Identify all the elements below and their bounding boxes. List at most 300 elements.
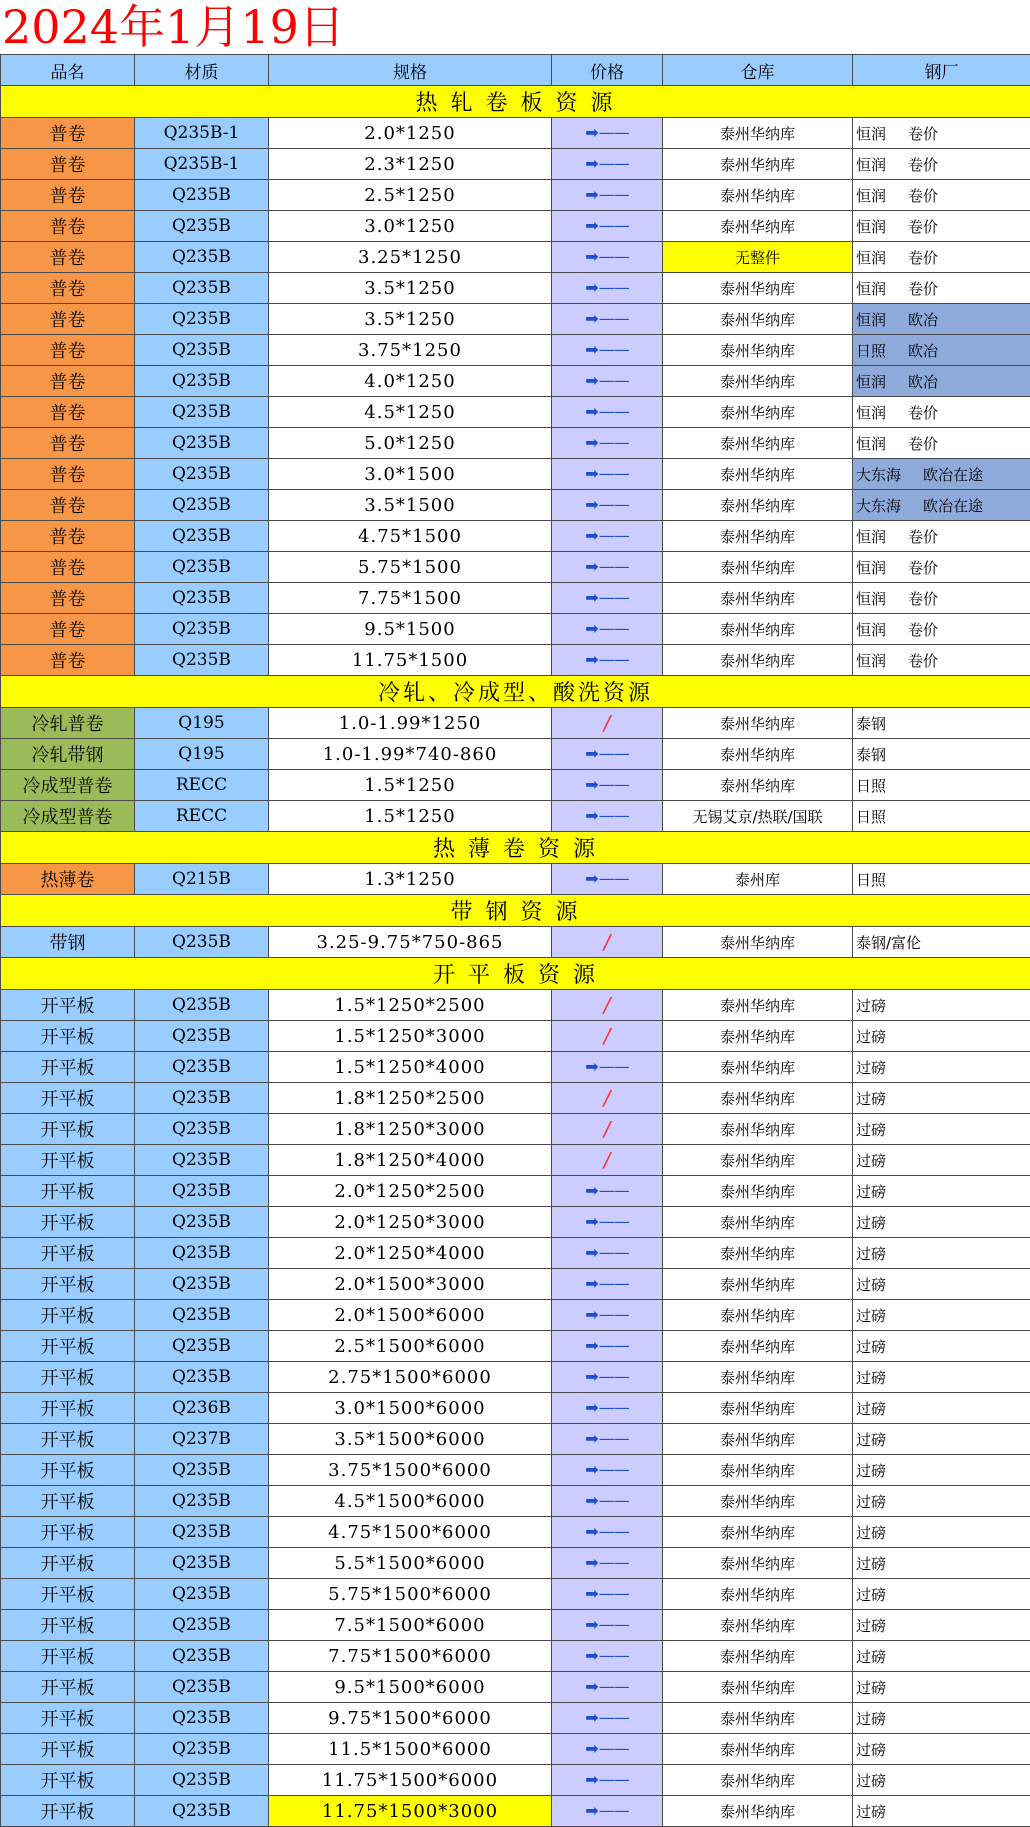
price-cell: [552, 1579, 663, 1610]
steel-mill-cell: [853, 180, 1030, 211]
table-row: [1, 990, 1030, 1021]
spec-cell: 3.75*1250: [269, 335, 552, 366]
product-name-cell: 开平板: [1, 1796, 135, 1827]
table-row: [1, 521, 1030, 552]
slash-icon: /: [604, 1024, 611, 1048]
warehouse-cell: 泰州华纳库: [663, 149, 853, 180]
dash-icon: ——: [599, 1677, 629, 1696]
mill-name: 过磅: [856, 1059, 886, 1077]
section-title: 热 轧 卷 板 资 源: [1, 86, 1030, 118]
steel-mill-cell: [853, 335, 1030, 366]
material-cell: Q235B: [135, 1734, 269, 1765]
right-arrow-icon: ➡: [585, 1181, 598, 1200]
spec-cell: 9.5*1500*6000: [269, 1672, 552, 1703]
table-row: [1, 1579, 1030, 1610]
table-row: [1, 1517, 1030, 1548]
steel-mill-cell: [853, 1424, 1030, 1455]
price-cell: [552, 304, 663, 335]
price-cell: [552, 242, 663, 273]
material-cell: Q235B: [135, 1486, 269, 1517]
right-arrow-icon: ➡: [585, 495, 598, 514]
price-cell: [552, 366, 663, 397]
spec-cell: 7.75*1500*6000: [269, 1641, 552, 1672]
table-row: [1, 927, 1030, 958]
steel-mill-cell: [853, 1455, 1030, 1486]
section-header-row: [1, 86, 1030, 118]
header-warehouse: 仓库: [663, 55, 853, 86]
price-cell: [552, 614, 663, 645]
dash-icon: ——: [599, 1801, 629, 1820]
material-cell: Q235B: [135, 242, 269, 273]
spec-cell: 7.5*1500*6000: [269, 1610, 552, 1641]
steel-mill-cell: [853, 149, 1030, 180]
product-name-cell: 开平板: [1, 1486, 135, 1517]
steel-mill-cell: [853, 1331, 1030, 1362]
right-arrow-icon: ➡: [585, 775, 598, 794]
dash-icon: ——: [599, 1398, 629, 1417]
slash-icon: /: [604, 1148, 611, 1172]
warehouse-cell: 泰州华纳库: [663, 1176, 853, 1207]
warehouse-cell: 泰州华纳库: [663, 335, 853, 366]
price-cell: [552, 1641, 663, 1672]
warehouse-cell: 泰州华纳库: [663, 1424, 853, 1455]
steel-mill-cell: [853, 1610, 1030, 1641]
spec-cell: 4.0*1250: [269, 366, 552, 397]
product-name-cell: 普卷: [1, 304, 135, 335]
warehouse-cell: 泰州华纳库: [663, 1300, 853, 1331]
material-cell: Q215B: [135, 864, 269, 895]
product-name-cell: 开平板: [1, 1579, 135, 1610]
warehouse-cell: 泰州华纳库: [663, 552, 853, 583]
dash-icon: ——: [599, 464, 629, 483]
table-body: [1, 55, 1030, 1827]
steel-mill-cell: [853, 708, 1030, 739]
mill-price-type: 欧冶: [908, 371, 938, 392]
product-name-cell: 开平板: [1, 1703, 135, 1734]
slash-icon: /: [604, 1086, 611, 1110]
mill-price-type: 卷价: [908, 278, 938, 299]
material-cell: Q235B-1: [135, 149, 269, 180]
mill-name: 恒润: [856, 528, 886, 546]
material-cell: Q235B: [135, 366, 269, 397]
material-cell: Q235B: [135, 1052, 269, 1083]
mill-name: 大东海: [856, 466, 901, 484]
warehouse-cell: 泰州华纳库: [663, 180, 853, 211]
steel-mill-cell: [853, 490, 1030, 521]
dash-icon: ——: [599, 1305, 629, 1324]
section-title: 冷轧、冷成型、酸洗资源: [1, 676, 1030, 708]
price-cell: [552, 1424, 663, 1455]
price-cell: [552, 459, 663, 490]
mill-name: 过磅: [856, 1555, 886, 1573]
spec-cell: 4.75*1500*6000: [269, 1517, 552, 1548]
mill-name: 恒润: [856, 652, 886, 670]
material-cell: Q235B: [135, 1300, 269, 1331]
mill-name: 过磅: [856, 997, 886, 1015]
table-row: [1, 180, 1030, 211]
product-name-cell: 开平板: [1, 1176, 135, 1207]
mill-name: 过磅: [856, 1183, 886, 1201]
warehouse-cell: 泰州华纳库: [663, 1641, 853, 1672]
mill-name: 恒润: [856, 435, 886, 453]
material-cell: Q237B: [135, 1424, 269, 1455]
spec-cell: 1.5*1250*2500: [269, 990, 552, 1021]
dash-icon: ——: [599, 371, 629, 390]
material-cell: Q235B: [135, 397, 269, 428]
spec-cell: 2.0*1250*4000: [269, 1238, 552, 1269]
spec-cell: 2.3*1250: [269, 149, 552, 180]
dash-icon: ——: [599, 278, 629, 297]
mill-name: 恒润: [856, 559, 886, 577]
table-row: [1, 739, 1030, 770]
spec-cell: 3.5*1250: [269, 273, 552, 304]
warehouse-cell: 泰州华纳库: [663, 211, 853, 242]
steel-mill-cell: [853, 552, 1030, 583]
product-name-cell: 开平板: [1, 1455, 135, 1486]
price-cell: [552, 1796, 663, 1827]
material-cell: Q236B: [135, 1393, 269, 1424]
mill-price-type: 卷价: [908, 123, 938, 144]
mill-name: 日照: [856, 777, 886, 795]
steel-mill-cell: [853, 1238, 1030, 1269]
table-row: [1, 1610, 1030, 1641]
table-row: [1, 1486, 1030, 1517]
right-arrow-icon: ➡: [585, 1243, 598, 1262]
table-row: [1, 1765, 1030, 1796]
spec-cell: 3.5*1500: [269, 490, 552, 521]
table-row: [1, 770, 1030, 801]
warehouse-cell: 泰州华纳库: [663, 397, 853, 428]
table-row: [1, 864, 1030, 895]
warehouse-cell: 泰州华纳库: [663, 1796, 853, 1827]
warehouse-cell: 泰州华纳库: [663, 1672, 853, 1703]
price-cell: [552, 1114, 663, 1145]
spec-cell: 11.75*1500*3000: [269, 1796, 552, 1827]
material-cell: Q235B: [135, 1238, 269, 1269]
price-cell: [552, 397, 663, 428]
material-cell: Q235B: [135, 428, 269, 459]
material-cell: Q235B: [135, 1362, 269, 1393]
product-name-cell: 开平板: [1, 1145, 135, 1176]
steel-mill-cell: [853, 1145, 1030, 1176]
dash-icon: ——: [599, 526, 629, 545]
product-name-cell: 普卷: [1, 521, 135, 552]
material-cell: Q235B: [135, 1579, 269, 1610]
header-price: 价格: [552, 55, 663, 86]
material-cell: Q235B: [135, 1331, 269, 1362]
steel-mill-cell: [853, 1548, 1030, 1579]
table-row: [1, 1176, 1030, 1207]
warehouse-cell: 泰州华纳库: [663, 1703, 853, 1734]
mill-name: 大东海: [856, 497, 901, 515]
dash-icon: ——: [599, 1522, 629, 1541]
steel-mill-cell: [853, 118, 1030, 149]
dash-icon: ——: [599, 309, 629, 328]
price-cell: [552, 211, 663, 242]
warehouse-cell: 泰州华纳库: [663, 1455, 853, 1486]
steel-mill-cell: [853, 397, 1030, 428]
dash-icon: ——: [599, 557, 629, 576]
material-cell: Q235B: [135, 645, 269, 676]
header-row: [1, 55, 1030, 86]
right-arrow-icon: ➡: [585, 371, 598, 390]
mill-name: 恒润: [856, 621, 886, 639]
spec-cell: 2.5*1500*6000: [269, 1331, 552, 1362]
product-name-cell: 热薄卷: [1, 864, 135, 895]
steel-mill-cell: [853, 1796, 1030, 1827]
warehouse-cell: 泰州华纳库: [663, 428, 853, 459]
right-arrow-icon: ➡: [585, 1305, 598, 1324]
dash-icon: ——: [599, 1274, 629, 1293]
steel-mill-cell: [853, 366, 1030, 397]
mill-name: 过磅: [856, 1741, 886, 1759]
section-title: 带 钢 资 源: [1, 895, 1030, 927]
material-cell: Q235B: [135, 521, 269, 552]
right-arrow-icon: ➡: [585, 1274, 598, 1293]
mill-price-type: 欧冶在途: [923, 464, 983, 485]
dash-icon: ——: [599, 806, 629, 825]
table-row: [1, 1083, 1030, 1114]
product-name-cell: 开平板: [1, 1734, 135, 1765]
material-cell: Q235B-1: [135, 118, 269, 149]
mill-price-type: 卷价: [908, 526, 938, 547]
slash-icon: /: [604, 711, 611, 735]
mill-name: 过磅: [856, 1803, 886, 1821]
dash-icon: ——: [599, 1584, 629, 1603]
mill-price-type: 卷价: [908, 216, 938, 237]
spec-cell: 3.25*1250: [269, 242, 552, 273]
right-arrow-icon: ➡: [585, 464, 598, 483]
mill-name: 泰钢: [856, 746, 886, 764]
price-cell: [552, 180, 663, 211]
warehouse-cell: 泰州华纳库: [663, 1765, 853, 1796]
steel-mill-cell: [853, 1641, 1030, 1672]
mill-name: 过磅: [856, 1028, 886, 1046]
price-cell: [552, 1703, 663, 1734]
product-name-cell: 开平板: [1, 1362, 135, 1393]
warehouse-cell: 泰州华纳库: [663, 1610, 853, 1641]
right-arrow-icon: ➡: [585, 526, 598, 545]
mill-price-type: 卷价: [908, 557, 938, 578]
price-cell: [552, 1765, 663, 1796]
product-name-cell: 开平板: [1, 1610, 135, 1641]
material-cell: Q235B: [135, 1176, 269, 1207]
steel-mill-cell: [853, 1672, 1030, 1703]
table-row: [1, 397, 1030, 428]
right-arrow-icon: ➡: [585, 1491, 598, 1510]
warehouse-cell: 泰州华纳库: [663, 990, 853, 1021]
product-name-cell: 冷轧普卷: [1, 708, 135, 739]
product-name-cell: 普卷: [1, 211, 135, 242]
mill-name: 过磅: [856, 1493, 886, 1511]
spec-cell: 1.3*1250: [269, 864, 552, 895]
material-cell: Q195: [135, 708, 269, 739]
steel-mill-cell: [853, 211, 1030, 242]
mill-name: 过磅: [856, 1679, 886, 1697]
header-specification: 规格: [269, 55, 552, 86]
mill-name: 过磅: [856, 1307, 886, 1325]
spec-cell: 1.0-1.99*1250: [269, 708, 552, 739]
steel-mill-cell: [853, 770, 1030, 801]
dash-icon: ——: [599, 433, 629, 452]
material-cell: Q235B: [135, 990, 269, 1021]
product-name-cell: 开平板: [1, 1021, 135, 1052]
table-row: [1, 1393, 1030, 1424]
mill-price-type: 卷价: [908, 247, 938, 268]
steel-mill-cell: [853, 1052, 1030, 1083]
product-name-cell: 开平板: [1, 1207, 135, 1238]
material-cell: Q235B: [135, 1269, 269, 1300]
right-arrow-icon: ➡: [585, 1677, 598, 1696]
price-cell: [552, 1455, 663, 1486]
mill-name: 过磅: [856, 1245, 886, 1263]
spec-cell: 2.0*1500*3000: [269, 1269, 552, 1300]
product-name-cell: 普卷: [1, 242, 135, 273]
material-cell: Q235B: [135, 1703, 269, 1734]
page-title: 2024年1月19日: [2, 0, 345, 54]
spec-cell: 1.8*1250*2500: [269, 1083, 552, 1114]
dash-icon: ——: [599, 1646, 629, 1665]
right-arrow-icon: ➡: [585, 1336, 598, 1355]
steel-mill-cell: [853, 1765, 1030, 1796]
price-cell: [552, 1486, 663, 1517]
material-cell: Q235B: [135, 459, 269, 490]
right-arrow-icon: ➡: [585, 806, 598, 825]
spec-cell: 7.75*1500: [269, 583, 552, 614]
material-cell: Q195: [135, 739, 269, 770]
dash-icon: ——: [599, 1708, 629, 1727]
material-cell: Q235B: [135, 1114, 269, 1145]
mill-price-type: 卷价: [908, 433, 938, 454]
table-row: [1, 366, 1030, 397]
dash-icon: ——: [599, 869, 629, 888]
product-name-cell: 普卷: [1, 490, 135, 521]
table-row: [1, 304, 1030, 335]
material-cell: Q235B: [135, 1021, 269, 1052]
dash-icon: ——: [599, 650, 629, 669]
section-header-row: [1, 832, 1030, 864]
mill-name: 恒润: [856, 311, 886, 329]
price-cell: [552, 583, 663, 614]
table-row: [1, 583, 1030, 614]
section-header-row: [1, 958, 1030, 990]
price-cell: [552, 1672, 663, 1703]
steel-mill-cell: [853, 990, 1030, 1021]
material-cell: RECC: [135, 770, 269, 801]
material-cell: Q235B: [135, 335, 269, 366]
warehouse-cell: 泰州华纳库: [663, 770, 853, 801]
steel-mill-cell: [853, 428, 1030, 459]
right-arrow-icon: ➡: [585, 1367, 598, 1386]
spec-cell: 1.8*1250*4000: [269, 1145, 552, 1176]
product-name-cell: 普卷: [1, 180, 135, 211]
warehouse-cell: 泰州华纳库: [663, 1207, 853, 1238]
warehouse-cell: 泰州华纳库: [663, 1579, 853, 1610]
warehouse-cell: 泰州华纳库: [663, 1548, 853, 1579]
product-name-cell: 冷成型普卷: [1, 770, 135, 801]
warehouse-cell: 泰州华纳库: [663, 645, 853, 676]
product-name-cell: 普卷: [1, 366, 135, 397]
table-row: [1, 1455, 1030, 1486]
table-row: [1, 459, 1030, 490]
spec-cell: 4.75*1500: [269, 521, 552, 552]
warehouse-cell: 泰州华纳库: [663, 739, 853, 770]
spec-cell: 5.75*1500: [269, 552, 552, 583]
section-title: 开 平 板 资 源: [1, 958, 1030, 990]
material-cell: Q235B: [135, 1610, 269, 1641]
warehouse-cell: 泰州华纳库: [663, 708, 853, 739]
table-row: [1, 1734, 1030, 1765]
spec-cell: 2.0*1250*3000: [269, 1207, 552, 1238]
right-arrow-icon: ➡: [585, 1057, 598, 1076]
warehouse-cell: 泰州华纳库: [663, 1145, 853, 1176]
dash-icon: ——: [599, 1553, 629, 1572]
spec-cell: 11.75*1500: [269, 645, 552, 676]
table-row: [1, 1114, 1030, 1145]
dash-icon: ——: [599, 1181, 629, 1200]
right-arrow-icon: ➡: [585, 309, 598, 328]
mill-name: 过磅: [856, 1121, 886, 1139]
warehouse-cell: 泰州华纳库: [663, 273, 853, 304]
table-row: [1, 1238, 1030, 1269]
spec-cell: 5.75*1500*6000: [269, 1579, 552, 1610]
mill-name: 过磅: [856, 1152, 886, 1170]
warehouse-cell: 泰州华纳库: [663, 1362, 853, 1393]
right-arrow-icon: ➡: [585, 1770, 598, 1789]
right-arrow-icon: ➡: [585, 1522, 598, 1541]
mill-name: 日照: [856, 808, 886, 826]
dash-icon: ——: [599, 744, 629, 763]
table-row: [1, 149, 1030, 180]
product-name-cell: 普卷: [1, 118, 135, 149]
mill-name: 恒润: [856, 404, 886, 422]
price-cell: [552, 1362, 663, 1393]
price-cell: [552, 1300, 663, 1331]
header-product-name: 品名: [1, 55, 135, 86]
mill-price-type: 卷价: [908, 588, 938, 609]
right-arrow-icon: ➡: [585, 185, 598, 204]
warehouse-cell: 泰州华纳库: [663, 1052, 853, 1083]
mill-name: 过磅: [856, 1090, 886, 1108]
dash-icon: ——: [599, 619, 629, 638]
steel-mill-cell: [853, 1486, 1030, 1517]
warehouse-cell: 泰州华纳库: [663, 521, 853, 552]
steel-mill-cell: [853, 1114, 1030, 1145]
table-row: [1, 273, 1030, 304]
price-cell: [552, 1734, 663, 1765]
right-arrow-icon: ➡: [585, 278, 598, 297]
spec-cell: 1.5*1250: [269, 801, 552, 832]
price-cell: [552, 1052, 663, 1083]
price-cell: [552, 708, 663, 739]
spec-cell: 3.75*1500*6000: [269, 1455, 552, 1486]
dash-icon: ——: [599, 1212, 629, 1231]
dash-icon: ——: [599, 1460, 629, 1479]
slash-icon: /: [604, 930, 611, 954]
spec-cell: 2.5*1250: [269, 180, 552, 211]
steel-mill-cell: [853, 864, 1030, 895]
warehouse-cell: 无整件: [663, 242, 853, 273]
product-name-cell: 开平板: [1, 1548, 135, 1579]
product-name-cell: 开平板: [1, 1269, 135, 1300]
dash-icon: ——: [599, 1057, 629, 1076]
section-header-row: [1, 895, 1030, 927]
spec-cell: 1.5*1250*4000: [269, 1052, 552, 1083]
dash-icon: ——: [599, 154, 629, 173]
right-arrow-icon: ➡: [585, 557, 598, 576]
dash-icon: ——: [599, 1336, 629, 1355]
dash-icon: ——: [599, 402, 629, 421]
